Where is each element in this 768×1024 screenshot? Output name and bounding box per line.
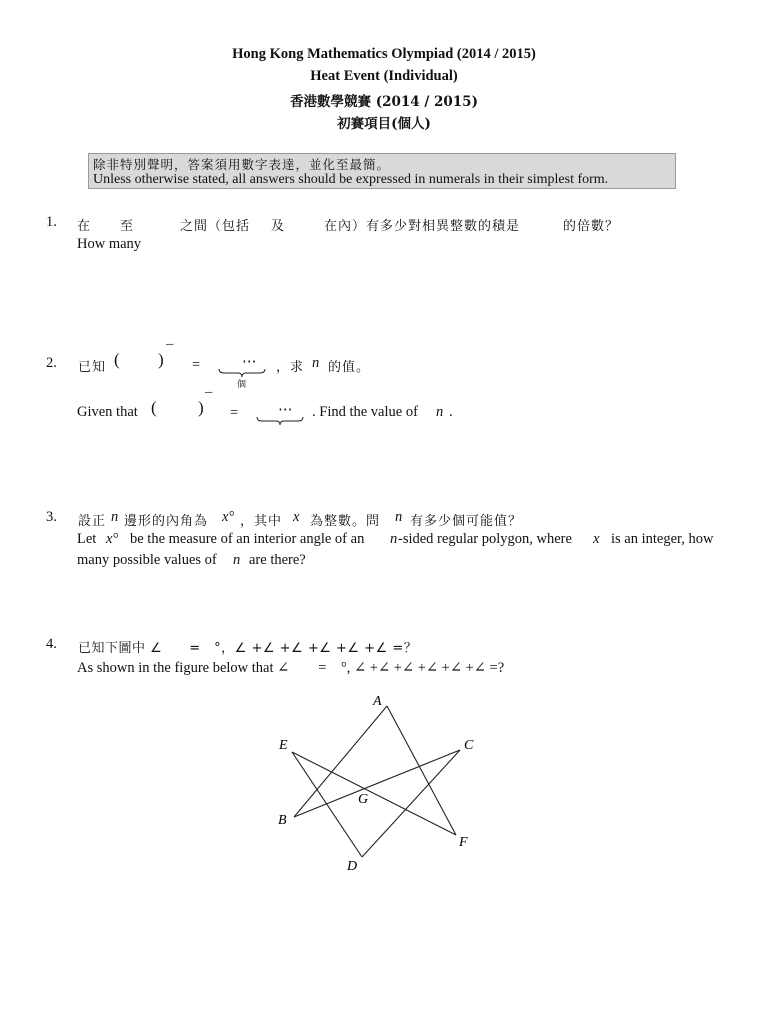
q1-zh-part-d: 及 (271, 219, 286, 234)
q2-en-paren-close: ) (198, 398, 204, 417)
label-e: E (279, 738, 288, 753)
instruction-zh: 除非特別聲明，答案須用數字表達，並化至最簡。 (93, 157, 391, 172)
q3-zh-a: 設正 (78, 514, 107, 529)
q3-zh-n2: n (395, 509, 403, 525)
label-b: B (278, 813, 287, 828)
label-c: C (464, 738, 474, 753)
segment-ab (294, 706, 387, 817)
q2-zh-dots: ⋯ (242, 354, 257, 370)
q3-en-d: is an integer, how (611, 531, 714, 547)
title-line-1: Hong Kong Mathematics Olympiad (2014 / 2015) (232, 46, 536, 62)
q1-en-text: How many (77, 236, 142, 252)
q4-zh-text: 已知下圖中 ∠ = °，∠ +∠ +∠ +∠ +∠ +∠ =？ (78, 641, 418, 656)
q2-en-equals: = (230, 405, 239, 421)
q2-en-dots: ⋯ (278, 402, 293, 418)
q2-zh-superscript: ¯ (166, 343, 174, 359)
label-f: F (459, 835, 468, 850)
q2-zh-lead: 已知 (78, 360, 107, 375)
label-a: A (373, 694, 382, 709)
q2-zh-underbrace-label: 個 (237, 380, 248, 390)
q2-en-superscript: ¯ (205, 391, 213, 407)
q3-en-n2: n (233, 552, 241, 568)
q3-zh-d: 為整數。問 (310, 514, 381, 529)
q3-zh-n1: n (111, 509, 119, 525)
segment-af (387, 706, 456, 835)
q2-en-end: . (449, 404, 453, 420)
q1-zh-part-a: 在 (77, 219, 92, 234)
q3-en-a: Let (77, 531, 97, 547)
q3-en-x2: x (593, 531, 600, 547)
q2-en-lead: Given that (77, 404, 138, 420)
q3-zh-x1: x° (222, 509, 235, 525)
q1-zh-part-f: 的倍數？ (563, 219, 620, 234)
q3-zh-e: 有多少個可能值？ (410, 514, 523, 529)
q2-en-underbrace (256, 416, 304, 426)
q2-zh-paren-open: ( (114, 350, 120, 369)
instruction-en: Unless otherwise stated, all answers should be expressed in numerals in their simplest form. (93, 172, 609, 187)
title-line-3: 香港數學競賽 (2014 / 2015) (290, 94, 478, 110)
question-4-number: 4. (46, 636, 57, 652)
segment-bc (294, 750, 460, 817)
q2-en-tail: . Find the value of (312, 404, 418, 420)
q3-en-b: be the measure of an interior angle of an (130, 531, 365, 547)
q3-zh-c: ，其中 (240, 514, 283, 529)
q3-zh-x2: x (293, 509, 300, 525)
segment-dc (362, 750, 460, 857)
label-g: G (358, 792, 369, 807)
question-3-number: 3. (46, 509, 57, 525)
question-1-number: 1. (46, 214, 57, 230)
q2-zh-equals: = (192, 357, 201, 373)
label-d: D (347, 859, 358, 874)
q3-en-x1: x° (106, 531, 119, 547)
q2-en-n: n (436, 404, 444, 420)
q1-zh-part-c: 之間（包括 (180, 219, 251, 234)
title-line-2: Heat Event (Individual) (310, 68, 458, 84)
q4-star-figure (260, 690, 500, 880)
segment-ed (292, 752, 362, 857)
q2-zh-n: n (312, 355, 320, 371)
question-2-number: 2. (46, 355, 57, 371)
q1-zh-part-b: 至 (120, 219, 135, 234)
q2-zh-tail: ，求 (276, 360, 305, 375)
title-line-4: 初賽項目(個人) (337, 116, 431, 132)
q2-en-paren-open: ( (151, 398, 157, 417)
q4-en-text: As shown in the figure below that ∠ = °, ∠ +∠ +∠ +∠ +∠ +∠ =? (77, 660, 505, 676)
q3-zh-b: 邊形的內角為 (124, 514, 209, 529)
q3-en-f: are there? (249, 552, 306, 568)
q3-en-c: -sided regular polygon, where (398, 531, 572, 547)
q3-en-n1: n (390, 531, 398, 547)
q3-en-e: many possible values of (77, 552, 217, 568)
q2-zh-end: 的值。 (328, 360, 371, 375)
segment-ef (292, 752, 456, 835)
q2-zh-paren-close: ) (158, 350, 164, 369)
q1-zh-part-e: 在內）有多少對相異整數的積是 (324, 219, 521, 234)
